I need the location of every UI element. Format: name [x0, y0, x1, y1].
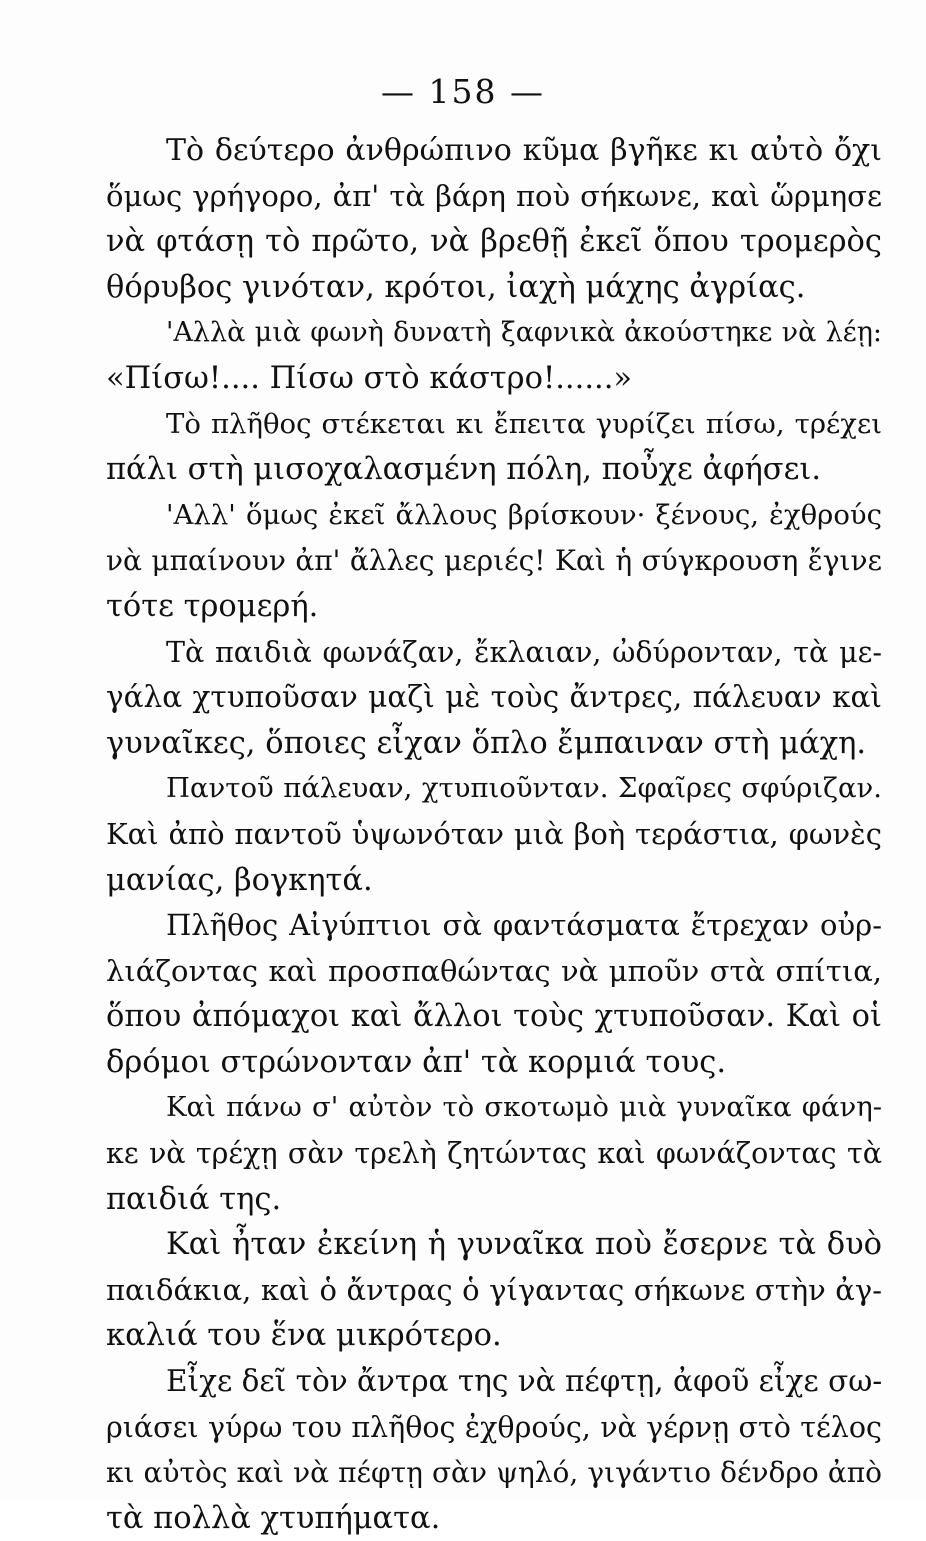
text-line: τὰ πολλὰ χτυπήματα. [106, 1500, 441, 1536]
text-line: γάλα χτυποῦσαν μαζὶ μὲ τοὺς ἄντρες, πάλευαν καὶ [106, 680, 882, 715]
page-number: — 158 — [381, 72, 545, 111]
text-line: μανίας, βογκητά. [106, 862, 373, 898]
text-line: κε νὰ τρέχῃ σὰν τρελὴ ζητώντας καὶ φωνάζοντας τὰ [106, 1137, 882, 1171]
text-line: Καὶ ἀπὸ παντοῦ ὑψωνόταν μιὰ βοὴ τεράστια, φωνὲς [106, 816, 882, 851]
text-line: παιδάκια, καὶ ὁ ἄντρας ὁ γίγαντας σήκωνε στὴν ἀγ- [106, 1272, 882, 1307]
text-line: 'Αλλ' ὅμως ἐκεῖ ἄλλους βρίσκουν· ξένους, ἐχθρούς [166, 498, 882, 531]
text-line: Πλῆθος Αἰγύπτιοι σὰ φαντάσματα ἔτρεχαν οὐρ- [166, 908, 882, 943]
text-line: Καὶ πάνω σ' αὐτὸν τὸ σκοτωμὸ μιὰ γυναῖκα φάνη- [166, 1091, 882, 1124]
text-line: νὰ μπαίνουν ἀπ' ἄλλες μεριές! Καὶ ἡ σύγκρουση ἔγινε [106, 544, 882, 578]
text-line: λιάζοντας καὶ προσπαθώντας νὰ μποῦν στὰ σπίτια, [106, 953, 882, 988]
text-line: θόρυβος γινόταν, κρότοι, ἰαχὴ μάχης ἀγρίας. [106, 269, 806, 305]
text-line: δρόμοι στρώνονταν ἀπ' τὰ κορμιά τους. [106, 1044, 727, 1080]
text-line: «Πίσω!.... Πίσω στὸ κάστρο!......» [106, 360, 633, 396]
text-line: ριάσει γύρω του πλῆθος ἐχθρούς, νὰ γέρνῃ στὸ τέλος [106, 1410, 882, 1444]
text-line: Τὰ παιδιὰ φωνάζαν, ἔκλαιαν, ὠδύρονταν, τὰ με- [166, 635, 882, 669]
text-line: Καὶ ἦταν ἐκείνη ἡ γυναῖκα ποὺ ἔσερνε τὰ δυὸ [166, 1227, 882, 1263]
text-line: Εἶχε δεῖ τὸν ἄντρα της νὰ πέφτῃ, ἀφοῦ εἶχε σω- [166, 1364, 882, 1399]
text-line: Τὸ πλῆθος στέκεται κι ἔπειτα γυρίζει πίσω, τρέχει [166, 407, 882, 440]
text-line: κι αὐτὸς καὶ νὰ πέφτῃ σὰν ψηλό, γιγάντιο δένδρο ἀπὸ [106, 1456, 882, 1490]
text-line: τότε τρομερή. [106, 588, 319, 624]
text-line: ὅπου ἀπόμαχοι καὶ ἄλλοι τοὺς χτυποῦσαν. Καὶ οἱ [106, 999, 882, 1035]
text-line: γυναῖκες, ὅποιες εἶχαν ὅπλο ἔμπαιναν στὴ μάχη. [106, 725, 867, 761]
body-text [106, 128, 882, 1541]
text-line: Παντοῦ πάλευαν, χτυπιοῦνταν. Σφαῖρες σφύριζαν. [166, 772, 882, 805]
text-line: ὅμως γρήγορο, ἀπ' τὰ βάρη ποὺ σήκωνε, καὶ ὥρμησε [106, 178, 882, 213]
text-line: νὰ φτάσῃ τὸ πρῶτο, νὰ βρεθῇ ἐκεῖ ὅπου τρομερὸς [106, 224, 882, 260]
text-line: παιδιά της. [106, 1181, 282, 1217]
text-line: καλιά του ἕνα μικρότερο. [106, 1318, 502, 1354]
text-line: Τὸ δεύτερο ἀνθρώπινο κῦμα βγῆκε κι αὐτὸ ὄχι [166, 133, 882, 168]
text-line: πάλι στὴ μισοχαλασμένη πόλη, ποὖχε ἀφήσει. [106, 452, 822, 488]
text-line: 'Αλλὰ μιὰ φωνὴ δυνατὴ ξαφνικὰ ἀκούστηκε νὰ λέῃ: [166, 317, 882, 349]
